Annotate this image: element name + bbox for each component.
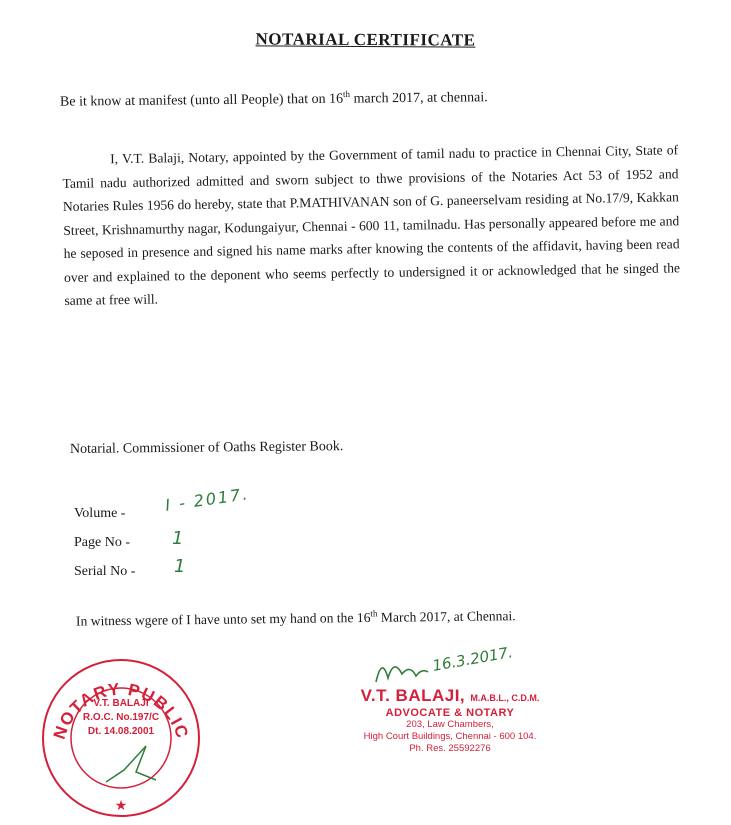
witness-text: In witness wgere of I have unto set my hand on the 16: [75, 609, 371, 629]
intro-superscript: th: [342, 88, 351, 100]
stamp-name: V.T. BALAJI,: [360, 686, 466, 705]
stamp-name-line: [320, 686, 580, 706]
witness-superscript: th: [370, 608, 378, 619]
notary-seal: [36, 650, 206, 820]
signature-date: 16.3.2017.: [431, 643, 515, 675]
seal-name: V.T. BALAJI: [93, 698, 149, 709]
register-heading: Notarial. Commissioner of Oaths Register Book.: [69, 439, 344, 457]
intro-text-end: march 2017, at chennai.: [349, 90, 488, 107]
notary-stamp: [320, 686, 580, 755]
intro-text: Be it know at manifest (unto all People) that on 16: [59, 91, 344, 110]
intro-line: [60, 88, 488, 111]
declaration-text: I, V.T. Balaji, Notary, appointed by the Government of tamil nadu to practice in Chennai City, State of Tamil nadu authorized admitted and sworn subject to thwe provisions of the Notaries Act 53 of 1952 and Notaries Rules 1956 do hereby, state that P.MATHIVANAN son of G. paneerselvam residing at No.17/9, Kakkan Street, Krishnamurthy nagar, Kodungaiyur, Chennai - 600 11, tamilnadu. Has personally appeared before me and he seposed in presence and signed his name marks after knowing the contents of the affidavit, having been read over and explained to the deponent who seems perfectly to undersigned it or acknowledged that he singed the same at free will.: [62, 142, 681, 308]
volume-value: I - 2017.: [164, 484, 251, 515]
seal-ring-text: NOTARY PUBLIC: [49, 679, 193, 742]
seal-reg-no: R.O.C. No.197/C: [82, 712, 160, 723]
volume-label: Volume -: [74, 506, 126, 521]
seal-date: Dt. 14.08.2001: [87, 726, 155, 737]
stamp-phone: Ph. Res. 25592276: [409, 743, 491, 754]
stamp-address-1: 203, Law Chambers,: [406, 719, 494, 730]
stamp-address-2: High Court Buildings, Chennai - 600 104.: [363, 731, 537, 742]
declaration-paragraph: [62, 138, 681, 312]
page-no-label: Page No -: [74, 535, 130, 550]
serial-no-value: 1: [174, 556, 186, 577]
page-no-value: 1: [172, 528, 184, 549]
page-title: NOTARIAL CERTIFICATE: [255, 29, 476, 50]
stamp-qualifications: M.A.B.L., C.D.M.: [470, 693, 540, 703]
stamp-role: ADVOCATE & NOTARY: [385, 707, 515, 719]
svg-text:★: ★: [114, 799, 128, 814]
serial-no-label: Serial No -: [74, 564, 136, 579]
witness-line: [76, 607, 516, 630]
witness-text-end: March 2017, at Chennai.: [377, 608, 516, 625]
